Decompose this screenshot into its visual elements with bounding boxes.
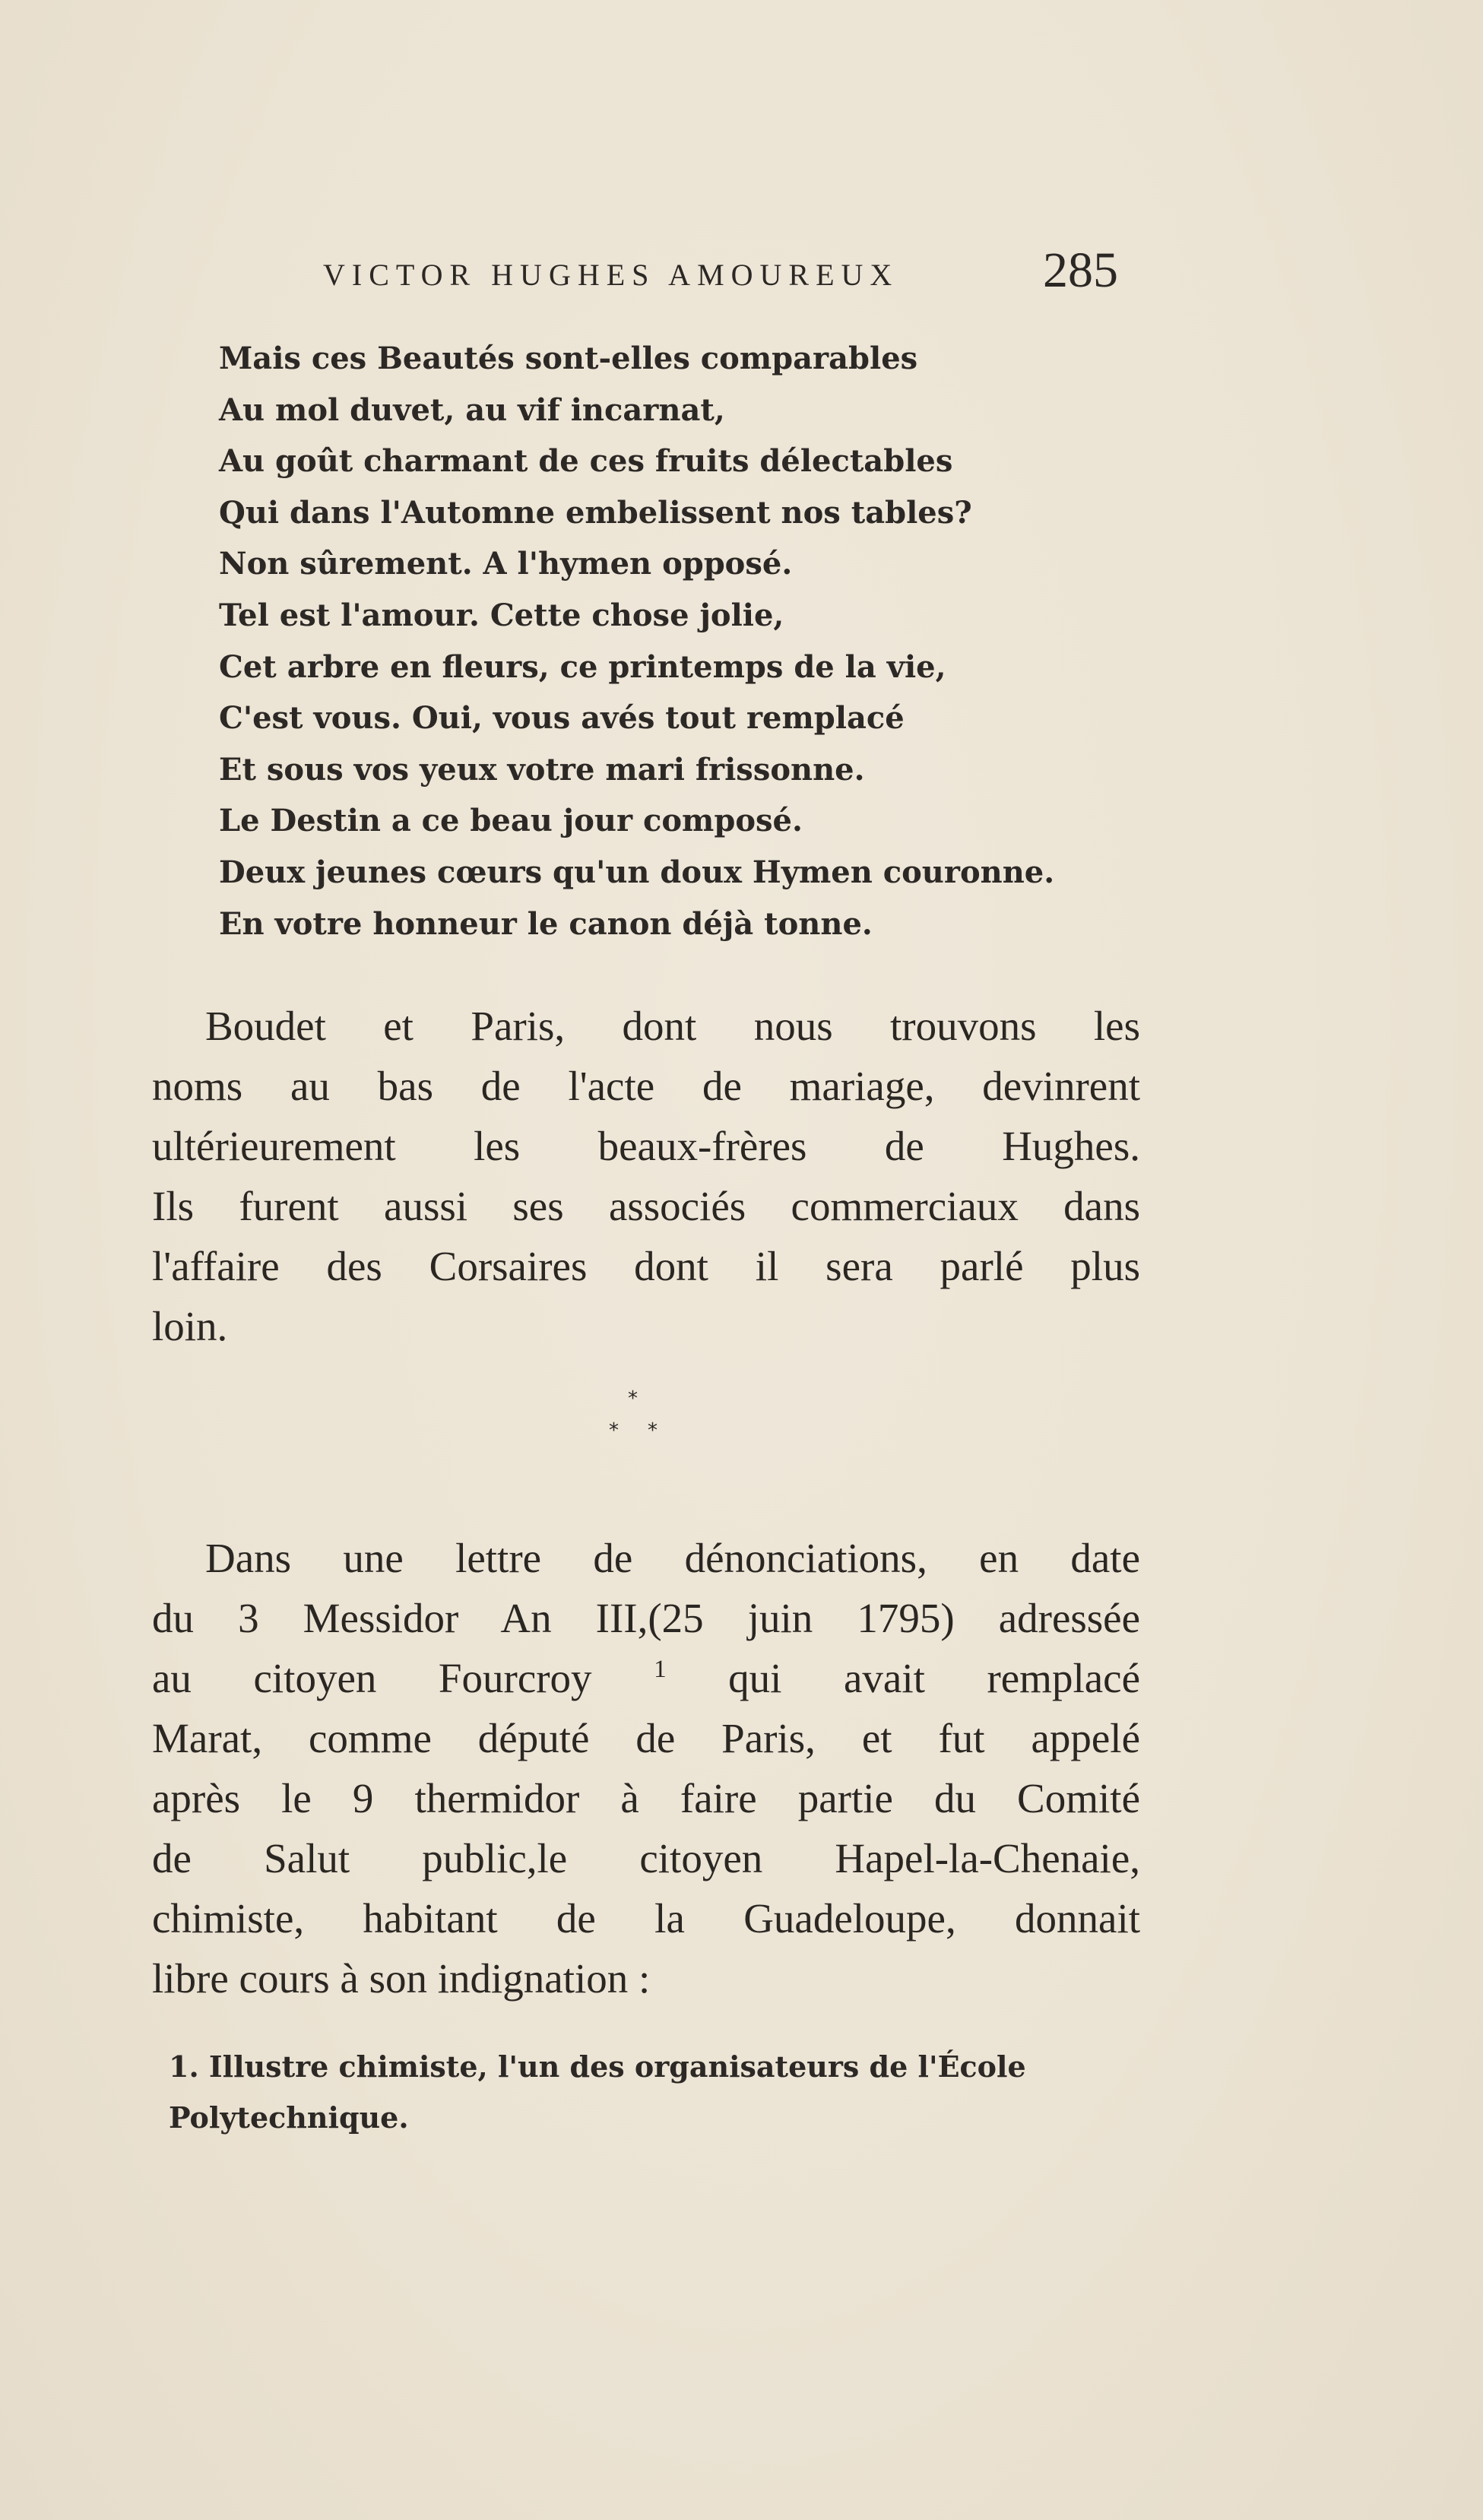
paragraph-line: du 3 Messidor An III,(25 juin 1795) adressée [152,1595,1140,1641]
paragraph-line: l'affaire des Corsaires dont il sera parlé plus [152,1243,1140,1289]
page-number: 285 [1043,242,1118,298]
running-title: VICTOR HUGHES AMOUREUX [323,258,899,292]
paragraph-line: de Salut public,le citoyen Hapel-la-Chenaie, [152,1835,1140,1881]
verse-line: Au mol duvet, au vif incarnat, [219,391,725,428]
paragraph-text: qui avait remplacé [666,1655,1140,1701]
paragraph-denunciation-letter [152,1528,1140,2008]
footnote-line: Polytechnique. [169,2100,409,2135]
footnote-line: 1. Illustre chimiste, l'un des organisateurs de l'École [169,2049,1026,2084]
paragraph-line [152,1648,1140,1708]
verse-line: Cet arbre en fleurs, ce printemps de la vie, [219,648,946,685]
paragraph-boudet-paris [152,996,1140,1356]
paragraph-text: au citoyen Fourcroy [152,1655,654,1701]
paragraph-line: Marat, comme député de Paris, et fut appelé [152,1715,1140,1761]
poem-verse [219,333,1207,949]
paragraph-line: noms au bas de l'acte de mariage, devinrent [152,1063,1140,1109]
verse-line: Au goût charmant de ces fruits délectables [219,443,953,480]
section-break-asterism [593,1387,684,1456]
verse-line: En votre honneur le canon déjà tonne. [219,905,873,942]
paragraph-line: chimiste, habitant de la Guadeloupe, donnait [152,1895,1140,1942]
asterisk-glyph: * [609,1419,619,1442]
verse-line: Deux jeunes cœurs qu'un doux Hymen couronne. [219,854,1055,890]
verse-line: Et sous vos yeux votre mari frissonne. [219,751,865,788]
paragraph-line: loin. [152,1303,228,1349]
verse-line: Tel est l'amour. Cette chose jolie, [219,597,784,633]
footnote [169,2041,1157,2143]
footnote-reference: 1 [654,1656,667,1684]
verse-line: C'est vous. Oui, vous avés tout remplacé [219,700,905,737]
paragraph-line: Boudet et Paris, dont nous trouvons les [205,1003,1140,1049]
paragraph-line: libre cours à son indignation : [152,1955,651,2002]
verse-line: Le Destin a ce beau jour composé. [219,803,803,839]
asterisk-glyph: * [628,1387,638,1410]
paragraph-line: ultérieurement les beaux-frères de Hughes. [152,1123,1140,1169]
verse-line: Non sûrement. A l'hymen opposé. [219,546,793,582]
paragraph-line: après le 9 thermidor à faire partie du Comité [152,1775,1140,1821]
page-header [0,242,1483,303]
asterisk-glyph: * [648,1419,658,1442]
paragraph-line: Ils furent aussi ses associés commerciaux dans [152,1183,1140,1229]
verse-line: Mais ces Beautés sont-elles comparables [219,341,918,376]
verse-line: Qui dans l'Automne embelissent nos tables? [219,494,972,531]
paragraph-line: Dans une lettre de dénonciations, en date [205,1535,1140,1581]
